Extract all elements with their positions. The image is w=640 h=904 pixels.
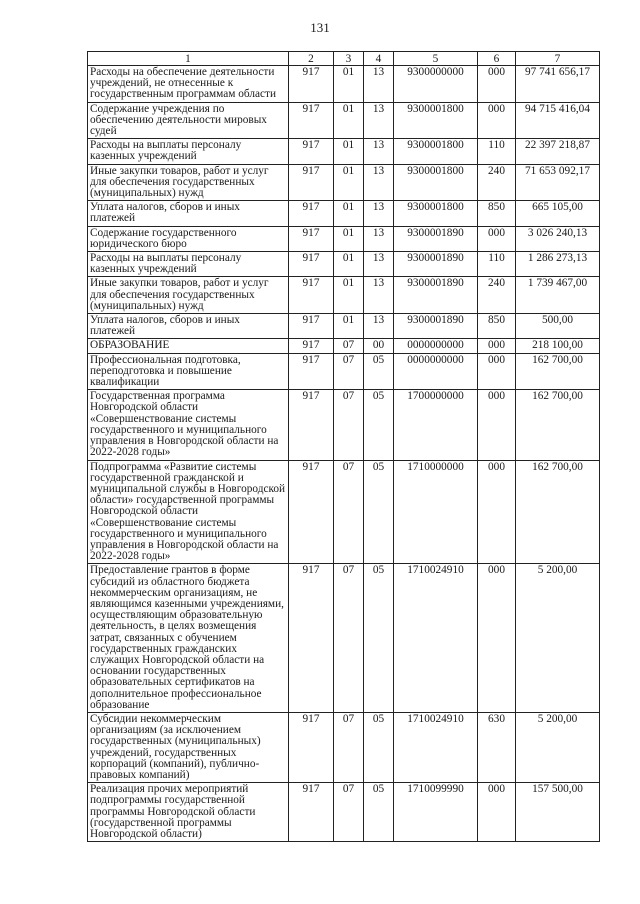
ministry-code: 917 — [289, 390, 334, 460]
column-header: 4 — [364, 52, 394, 66]
expense-type: 240 — [478, 164, 516, 201]
page-number: 131 — [310, 20, 330, 35]
row-name: Содержание учреждения по обеспечению деятельности мировых судей — [88, 102, 289, 139]
section-code: 01 — [334, 164, 364, 201]
column-header: 2 — [289, 52, 334, 66]
ministry-code: 917 — [289, 353, 334, 390]
expense-type: 000 — [478, 339, 516, 353]
column-header: 7 — [516, 52, 600, 66]
section-code: 07 — [334, 339, 364, 353]
table-row — [88, 460, 600, 564]
amount: 500,00 — [516, 314, 600, 339]
section-code: 01 — [334, 66, 364, 103]
ministry-code: 917 — [289, 252, 334, 277]
row-name: Субсидии некоммерческим организациям (за исключением государственных (муниципальных) учреждений, государственных корпораций (компаний), публично-правовых компаний) — [88, 712, 289, 782]
table-row — [88, 201, 600, 226]
section-code: 07 — [334, 564, 364, 713]
row-name: Расходы на обеспечение деятельности учреждений, не отнесенные к государственным программам области — [88, 66, 289, 103]
subsection-code: 13 — [364, 314, 394, 339]
row-name: Государственная программа Новгородской области «Совершенствование системы государственного и муниципального управления в Новгородской области на 2022-2028 годы» — [88, 390, 289, 460]
row-name: Иные закупки товаров, работ и услуг для обеспечения государственных (муниципальных) нужд — [88, 164, 289, 201]
ministry-code: 917 — [289, 102, 334, 139]
table-row — [88, 564, 600, 713]
ministry-code: 917 — [289, 66, 334, 103]
amount: 1 739 467,00 — [516, 277, 600, 314]
target-article: 0000000000 — [394, 339, 478, 353]
target-article: 9300001800 — [394, 102, 478, 139]
table-row — [88, 252, 600, 277]
target-article: 1710024910 — [394, 712, 478, 782]
subsection-code: 05 — [364, 353, 394, 390]
row-name: Уплата налогов, сборов и иных платежей — [88, 201, 289, 226]
amount: 22 397 218,87 — [516, 139, 600, 164]
table-row — [88, 339, 600, 353]
budget-table — [87, 51, 600, 842]
section-code: 07 — [334, 712, 364, 782]
ministry-code: 917 — [289, 164, 334, 201]
row-name: Расходы на выплаты персоналу казенных учреждений — [88, 252, 289, 277]
subsection-code: 05 — [364, 712, 394, 782]
expense-type: 630 — [478, 712, 516, 782]
section-code: 01 — [334, 226, 364, 251]
expense-type: 000 — [478, 353, 516, 390]
expense-type: 000 — [478, 102, 516, 139]
target-article: 1710099990 — [394, 783, 478, 842]
expense-type: 000 — [478, 564, 516, 713]
row-name: Содержание государственного юридического бюро — [88, 226, 289, 251]
ministry-code: 917 — [289, 139, 334, 164]
ministry-code: 917 — [289, 277, 334, 314]
expense-type: 110 — [478, 252, 516, 277]
column-header: 5 — [394, 52, 478, 66]
target-article: 9300001800 — [394, 139, 478, 164]
section-code: 01 — [334, 201, 364, 226]
target-article: 9300001890 — [394, 252, 478, 277]
ministry-code: 917 — [289, 226, 334, 251]
subsection-code: 13 — [364, 252, 394, 277]
section-code: 01 — [334, 139, 364, 164]
section-code: 07 — [334, 783, 364, 842]
section-code: 07 — [334, 353, 364, 390]
amount: 97 741 656,17 — [516, 66, 600, 103]
column-header: 3 — [334, 52, 364, 66]
ministry-code: 917 — [289, 783, 334, 842]
target-article: 9300001800 — [394, 201, 478, 226]
section-code: 01 — [334, 252, 364, 277]
amount: 5 200,00 — [516, 712, 600, 782]
subsection-code: 05 — [364, 390, 394, 460]
target-article: 9300000000 — [394, 66, 478, 103]
row-name: Предоставление грантов в форме субсидий из областного бюджета некоммерческим организациям, не являющимся казенными учреждениями, осуществляющим образовательную деятельность, в целях возмещения затрат, связанных с обучением государственных гражданских служащих Новгородской области на основании государственных образовательных сертификатов на дополнительное профессиональное образование — [88, 564, 289, 713]
amount: 71 653 092,17 — [516, 164, 600, 201]
target-article: 9300001890 — [394, 226, 478, 251]
table-row — [88, 390, 600, 460]
expense-type: 850 — [478, 314, 516, 339]
table-row — [88, 66, 600, 103]
amount: 3 026 240,13 — [516, 226, 600, 251]
expense-type: 240 — [478, 277, 516, 314]
table-row — [88, 164, 600, 201]
row-name: Расходы на выплаты персоналу казенных учреждений — [88, 139, 289, 164]
subsection-code: 05 — [364, 783, 394, 842]
table-header-row — [88, 52, 600, 66]
column-header: 6 — [478, 52, 516, 66]
amount: 162 700,00 — [516, 460, 600, 564]
row-name: Профессиональная подготовка, переподготовка и повышение квалификации — [88, 353, 289, 390]
section-code: 01 — [334, 314, 364, 339]
table-row — [88, 783, 600, 842]
subsection-code: 05 — [364, 564, 394, 713]
table-row — [88, 102, 600, 139]
amount: 94 715 416,04 — [516, 102, 600, 139]
ministry-code: 917 — [289, 339, 334, 353]
section-code: 07 — [334, 460, 364, 564]
row-name: Иные закупки товаров, работ и услуг для обеспечения государственных (муниципальных) нужд — [88, 277, 289, 314]
ministry-code: 917 — [289, 460, 334, 564]
row-name: Реализация прочих мероприятий подпрограммы государственной программы Новгородской области (государственной программы Новгородской области) — [88, 783, 289, 842]
target-article: 1700000000 — [394, 390, 478, 460]
ministry-code: 917 — [289, 564, 334, 713]
expense-type: 000 — [478, 66, 516, 103]
subsection-code: 00 — [364, 339, 394, 353]
expense-type: 000 — [478, 783, 516, 842]
amount: 1 286 273,13 — [516, 252, 600, 277]
table-row — [88, 314, 600, 339]
ministry-code: 917 — [289, 712, 334, 782]
subsection-code: 05 — [364, 460, 394, 564]
subsection-code: 13 — [364, 164, 394, 201]
row-name: ОБРАЗОВАНИЕ — [88, 339, 289, 353]
expense-type: 110 — [478, 139, 516, 164]
subsection-code: 13 — [364, 102, 394, 139]
amount: 162 700,00 — [516, 353, 600, 390]
target-article: 0000000000 — [394, 353, 478, 390]
expense-type: 000 — [478, 390, 516, 460]
subsection-code: 13 — [364, 201, 394, 226]
column-header: 1 — [88, 52, 289, 66]
amount: 5 200,00 — [516, 564, 600, 713]
table-row — [88, 712, 600, 782]
table-row — [88, 353, 600, 390]
ministry-code: 917 — [289, 314, 334, 339]
expense-type: 850 — [478, 201, 516, 226]
section-code: 07 — [334, 390, 364, 460]
subsection-code: 13 — [364, 66, 394, 103]
target-article: 9300001890 — [394, 314, 478, 339]
target-article: 9300001890 — [394, 277, 478, 314]
row-name: Подпрограмма «Развитие системы государственной гражданской и муниципальной службы в Новгородской области» государственной программы Новгородской области «Совершенствование системы государственного и муниципального управления в Новгородской области на 2022-2028 годы» — [88, 460, 289, 564]
subsection-code: 13 — [364, 139, 394, 164]
table-row — [88, 277, 600, 314]
table-row — [88, 226, 600, 251]
ministry-code: 917 — [289, 201, 334, 226]
amount: 665 105,00 — [516, 201, 600, 226]
subsection-code: 13 — [364, 277, 394, 314]
amount: 162 700,00 — [516, 390, 600, 460]
section-code: 01 — [334, 277, 364, 314]
section-code: 01 — [334, 102, 364, 139]
target-article: 1710000000 — [394, 460, 478, 564]
row-name: Уплата налогов, сборов и иных платежей — [88, 314, 289, 339]
table-row — [88, 139, 600, 164]
amount: 157 500,00 — [516, 783, 600, 842]
expense-type: 000 — [478, 460, 516, 564]
amount: 218 100,00 — [516, 339, 600, 353]
expense-type: 000 — [478, 226, 516, 251]
subsection-code: 13 — [364, 226, 394, 251]
target-article: 9300001800 — [394, 164, 478, 201]
target-article: 1710024910 — [394, 564, 478, 713]
